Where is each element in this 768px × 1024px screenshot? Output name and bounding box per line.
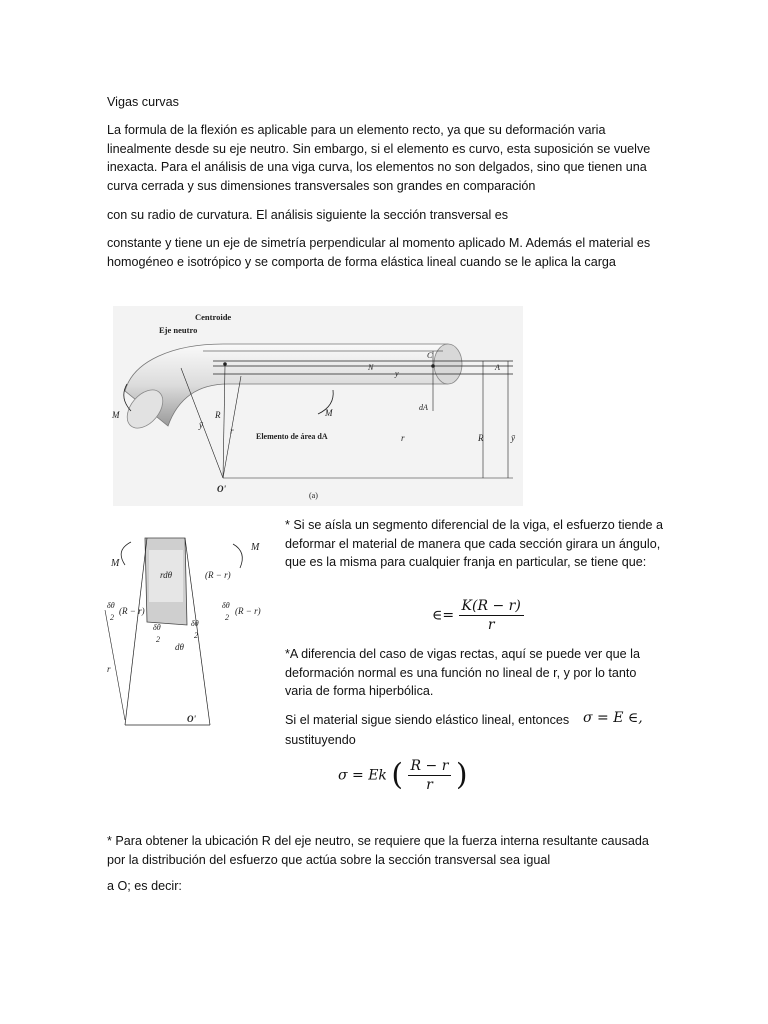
fig-b-label-Rminusr: (R − r) xyxy=(205,570,231,580)
paragraph-final: a O; es decir: xyxy=(107,879,182,893)
fig-b-r: r xyxy=(107,664,111,674)
label-elemento-area: Elemento de área dA xyxy=(256,432,328,441)
label-eje-neutro: Eje neutro xyxy=(159,325,198,335)
fig-b-left-frac-den: 2 xyxy=(110,613,114,622)
label-N: N xyxy=(368,363,374,372)
label-centroide: Centroide xyxy=(195,312,232,322)
eq1-lhs: ∈= xyxy=(432,607,455,624)
fig-b-right-frac-tail: (R − r) xyxy=(235,606,261,616)
label-A: A xyxy=(495,363,500,372)
paragraph-elastico: Si el material sigue siendo elástico lineal, entonces xyxy=(285,713,570,727)
fig-b-mid-right-den: 2 xyxy=(194,631,198,640)
paragraph-diferencia: *A diferencia del caso de vigas rectas, aquí se puede ver que la deformación normal es una función no lineal de r, y por lo tanto varia de forma hiperbólica. xyxy=(285,647,640,698)
eq2-fraction xyxy=(408,758,452,793)
fig-b-mid-left-num: δθ xyxy=(153,623,161,632)
label-y: y xyxy=(395,369,399,378)
fig-b-label-M-right: M xyxy=(251,542,260,553)
label-M-left: M xyxy=(112,410,120,420)
intro-paragraph-2: con su radio de curvatura. El análisis siguiente la sección transversal es xyxy=(107,208,509,222)
label-sustituyendo: sustituyendo xyxy=(285,733,356,747)
intro-paragraph-3: constante y tiene un eje de simetría perpendicular al momento aplicado M. Además el material es homogéneo e isotrópico y se comporta de forma elástica lineal cuando se le aplica la carga xyxy=(107,236,651,269)
fig-b-label-M-left: M xyxy=(111,558,120,569)
eq2-lhs: σ = Ek xyxy=(338,767,387,784)
fig-b-left-frac-num: δθ xyxy=(107,601,115,610)
fig-b-mid-right-num: δθ xyxy=(191,619,199,628)
figure-differential-segment xyxy=(105,530,277,735)
label-M-right: M xyxy=(325,408,333,418)
fig-b-mid-left-den: 2 xyxy=(156,635,160,644)
fig-b-dtheta: dθ xyxy=(175,642,184,652)
eq2-numerator: R − r xyxy=(408,758,452,776)
fig-b-label-rdtheta: rdθ xyxy=(160,570,173,580)
page-title: Vigas curvas xyxy=(107,95,179,109)
label-R2: R xyxy=(478,433,484,443)
equation-deformacion xyxy=(432,598,524,633)
fig-b-O: O' xyxy=(187,714,196,724)
label-O: O' xyxy=(217,484,226,494)
eq2-denominator: r xyxy=(426,777,433,793)
label-R: R xyxy=(215,410,221,420)
fig-b-left-frac-tail: (R − r) xyxy=(119,606,145,616)
intro-paragraph-1: La formula de la flexión es aplicable para un elemento recto, ya que su deformación varia linealmente desde su eje neutro. Sin embargo, si el elemento es curvo, esta suposición se vuelve inexacta. Para el análisis de una viga curva, los elementos no son delgados, sino que tienen una curva cerrada y sus dimensiones transversales son grandes en comparación xyxy=(107,123,651,193)
eq1-numerator: K(R − r) xyxy=(459,598,524,616)
equation-esfuerzo: σ = Ek ( $\frac{R - r}{r}$ ) xyxy=(338,757,468,793)
paragraph-segmento: * Si se aísla un segmento diferencial de la viga, el esfuerzo tiende a deformar el material de manera que cada sección girara un ángulo, que es la misma para cualquier franja en particular, se tiene que: xyxy=(285,518,664,569)
label-ybar2: ȳ xyxy=(511,433,515,443)
fig-b-right-frac-den: 2 xyxy=(225,613,229,622)
figure-curved-beam xyxy=(113,306,523,506)
eq1-denominator: r xyxy=(487,617,495,633)
label-ybar: ȳ xyxy=(199,420,203,430)
figure-caption: (a) xyxy=(309,491,318,500)
label-C: C xyxy=(427,351,433,360)
label-dA: dA xyxy=(419,403,428,412)
eq1-fraction xyxy=(459,598,524,633)
label-r: r xyxy=(230,426,234,436)
paragraph-ubicacion: * Para obtener la ubicación R del eje neutro, se requiere que la fuerza interna resultante causada por la distribución del esfuerzo que actúa sobre la sección transversal sea igual xyxy=(107,834,649,867)
equation-inline-sigma: σ = E ∈, xyxy=(583,710,643,726)
label-r2: r xyxy=(401,433,405,443)
fig-b-right-frac-num: δθ xyxy=(222,601,230,610)
